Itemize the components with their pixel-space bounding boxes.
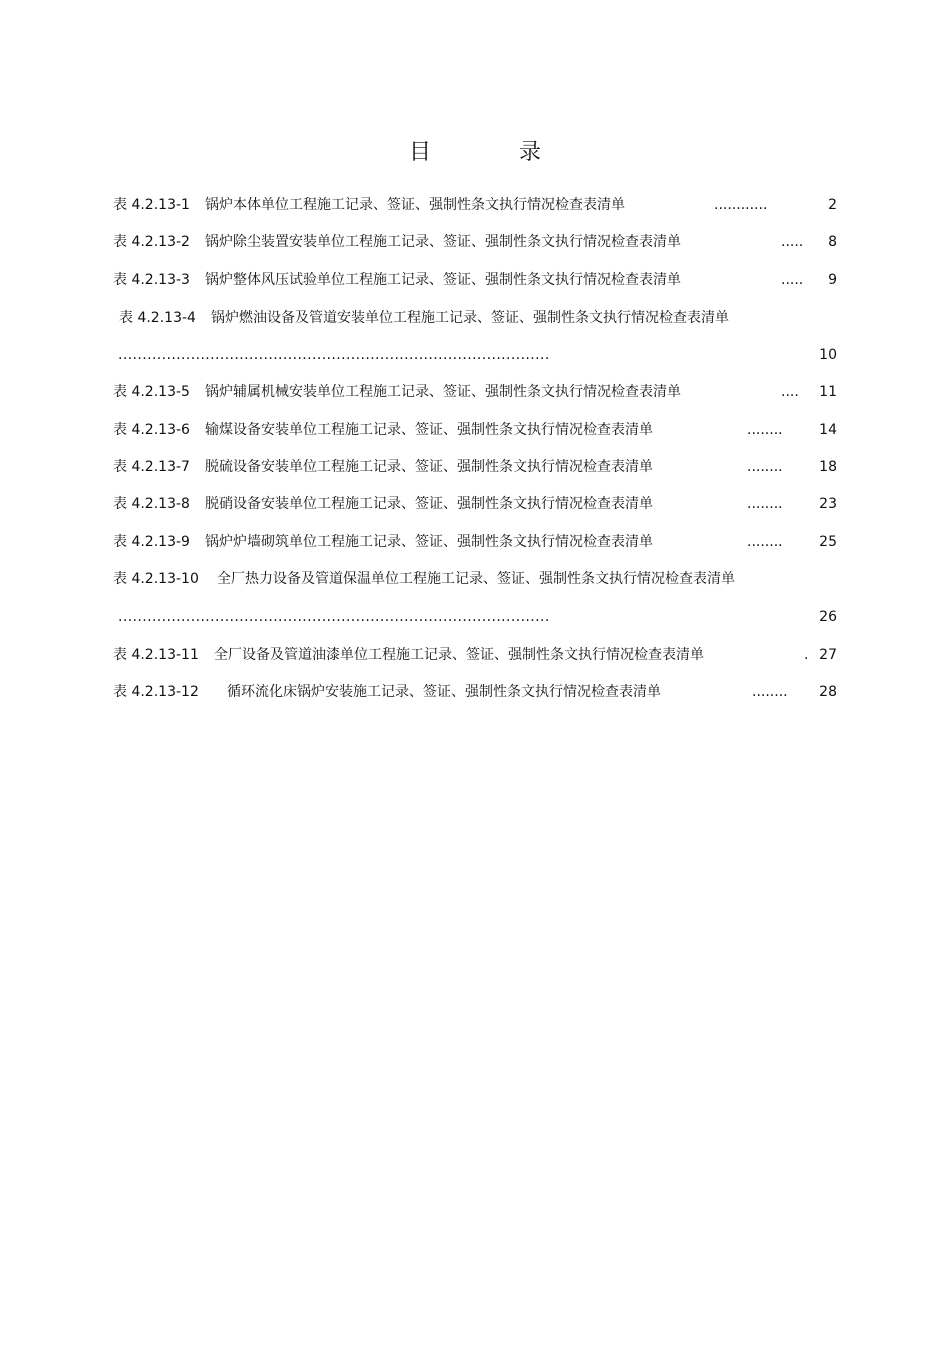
entry-page-number: 23 — [819, 496, 837, 512]
entry-leader-dots: . — [804, 647, 809, 663]
entry-number: 表 4.2.13-2 — [113, 234, 190, 250]
entry-title: 循环流化床锅炉安装施工记录、签证、强制性条文执行情况检查表清单 — [227, 684, 661, 700]
entry-page-number: 25 — [819, 534, 837, 550]
toc-entry[interactable] — [0, 419, 950, 441]
entry-number: 表 4.2.13-12 — [113, 684, 199, 700]
toc-entry-continuation[interactable] — [0, 344, 950, 366]
entry-page-number: 2 — [828, 197, 837, 213]
toc-entry[interactable] — [0, 493, 950, 515]
entry-title: 锅炉炉墙砌筑单位工程施工记录、签证、强制性条文执行情况检查表清单 — [205, 534, 653, 550]
entry-leader-dots: .... — [781, 384, 799, 400]
entry-leader-dots: ......................................................................................... — [118, 347, 550, 363]
entry-leader-dots: ........ — [752, 684, 788, 700]
toc-entry[interactable] — [0, 644, 950, 666]
entry-leader-dots: ........ — [747, 534, 783, 550]
page-title — [0, 138, 950, 168]
entry-title: 全厂热力设备及管道保温单位工程施工记录、签证、强制性条文执行情况检查表清单 — [217, 571, 735, 587]
entry-number: 表 4.2.13-8 — [113, 496, 190, 512]
entry-leader-dots: ..... — [781, 272, 804, 288]
toc-entry[interactable] — [0, 531, 950, 553]
entry-title: 全厂设备及管道油漆单位工程施工记录、签证、强制性条文执行情况检查表清单 — [214, 647, 704, 663]
toc-entry[interactable] — [0, 456, 950, 478]
entry-number: 表 4.2.13-11 — [113, 647, 199, 663]
entry-title: 锅炉辅属机械安装单位工程施工记录、签证、强制性条文执行情况检查表清单 — [205, 384, 681, 400]
entry-number: 表 4.2.13-6 — [113, 422, 190, 438]
entry-page-number: 14 — [819, 422, 837, 438]
title-part-2: 录 — [519, 140, 542, 165]
entry-number: 表 4.2.13-7 — [113, 459, 190, 475]
entry-leader-dots: ........ — [747, 422, 783, 438]
entry-page-number: 26 — [819, 609, 837, 625]
toc-entry[interactable] — [0, 307, 950, 329]
entry-number: 表 4.2.13-4 — [119, 310, 196, 326]
entry-number: 表 4.2.13-5 — [113, 384, 190, 400]
entry-page-number: 8 — [828, 234, 837, 250]
entry-title: 锅炉除尘装置安装单位工程施工记录、签证、强制性条文执行情况检查表清单 — [205, 234, 681, 250]
entry-title: 锅炉整体风压试验单位工程施工记录、签证、强制性条文执行情况检查表清单 — [205, 272, 681, 288]
toc-entry[interactable] — [0, 231, 950, 253]
entry-title: 脱硫设备安装单位工程施工记录、签证、强制性条文执行情况检查表清单 — [205, 459, 653, 475]
entry-title: 锅炉本体单位工程施工记录、签证、强制性条文执行情况检查表清单 — [205, 197, 625, 213]
entry-title: 锅炉燃油设备及管道安装单位工程施工记录、签证、强制性条文执行情况检查表清单 — [211, 310, 729, 326]
entry-leader-dots: ........ — [747, 459, 783, 475]
toc-entry[interactable] — [0, 568, 950, 590]
entry-page-number: 10 — [819, 347, 837, 363]
entry-title: 输煤设备安装单位工程施工记录、签证、强制性条文执行情况检查表清单 — [205, 422, 653, 438]
entry-page-number: 18 — [819, 459, 837, 475]
toc-entry[interactable] — [0, 194, 950, 216]
entry-number: 表 4.2.13-3 — [113, 272, 190, 288]
entry-leader-dots: ......................................................................................... — [118, 609, 550, 625]
entry-page-number: 9 — [828, 272, 837, 288]
entry-number: 表 4.2.13-9 — [113, 534, 190, 550]
entry-number: 表 4.2.13-1 — [113, 197, 190, 213]
entry-leader-dots: ........ — [747, 496, 783, 512]
entry-leader-dots: ..... — [781, 234, 804, 250]
entry-leader-dots: ............ — [714, 197, 768, 213]
title-part-1: 目 — [408, 140, 431, 165]
entry-page-number: 11 — [819, 384, 837, 400]
entry-page-number: 28 — [819, 684, 837, 700]
toc-entry[interactable] — [0, 269, 950, 291]
toc-entry-continuation[interactable] — [0, 606, 950, 628]
entry-page-number: 27 — [819, 647, 837, 663]
toc-entry[interactable] — [0, 681, 950, 703]
entry-title: 脱硝设备安装单位工程施工记录、签证、强制性条文执行情况检查表清单 — [205, 496, 653, 512]
toc-entry[interactable] — [0, 381, 950, 403]
entry-number: 表 4.2.13-10 — [113, 571, 199, 587]
